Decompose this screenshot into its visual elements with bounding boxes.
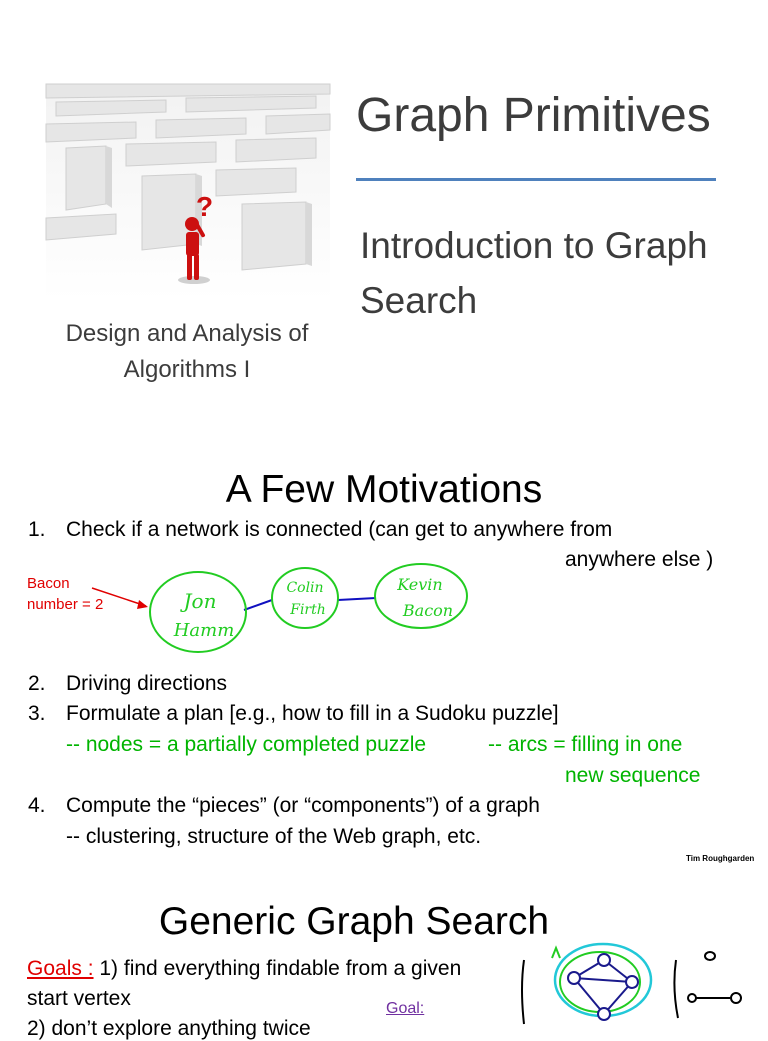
- item-text: Check if a network is connected (can get to anywhere from: [66, 518, 613, 541]
- svg-text:?: ?: [196, 191, 214, 222]
- bracket-stroke: [522, 960, 524, 1024]
- item-number: 4.: [28, 794, 46, 817]
- slide-heading: Generic Graph Search: [158, 900, 550, 943]
- item-text: Formulate a plan [e.g., how to fill in a Sudoku puzzle]: [66, 702, 559, 725]
- graph-edge: [244, 600, 272, 610]
- item-text: Compute the “pieces” (or “components”) of a graph: [66, 794, 540, 817]
- goal-text: 1) find everything findable from a given: [99, 957, 462, 980]
- slide-motivations: [0, 440, 768, 868]
- maze-illustration: [46, 84, 330, 300]
- graph-vertex: [598, 954, 610, 966]
- graph-vertex: [568, 972, 580, 984]
- slide-generic-search: [0, 868, 768, 1040]
- graph-vertex: [626, 976, 638, 988]
- graph-vertex: [688, 994, 696, 1002]
- bacon-graph: [0, 560, 768, 670]
- node-label: Firth: [290, 602, 326, 618]
- node-label: Hamm: [173, 620, 235, 641]
- item-note: new sequence: [565, 764, 701, 787]
- goals-label: Goals :: [27, 957, 94, 980]
- bacon-label-line: Bacon: [27, 575, 70, 592]
- goal-text-continued: start vertex: [27, 987, 131, 1010]
- side-goal-label: Goal:: [386, 1000, 425, 1017]
- item-number: 1.: [28, 518, 46, 541]
- slide-heading: A Few Motivations: [225, 468, 543, 511]
- node-label: Bacon: [402, 601, 454, 620]
- item-number: 2.: [28, 672, 46, 695]
- item-number: 3.: [28, 702, 46, 725]
- item-note: -- arcs = filling in one: [488, 733, 683, 756]
- bacon-label-line: number = 2: [27, 596, 104, 613]
- node-label: Kevin: [397, 575, 443, 594]
- graph-vertex: [598, 1008, 610, 1020]
- node-label: Colin: [286, 580, 324, 596]
- bracket-stroke: [674, 960, 678, 1018]
- item-subtext: -- clustering, structure of the Web graph, etc.: [66, 825, 482, 848]
- presentation-title: Graph Primitives: [356, 89, 711, 142]
- item-text: Driving directions: [66, 672, 228, 695]
- author-signature: Tim Roughgarden: [686, 854, 755, 863]
- sketch-mark: [552, 948, 560, 958]
- graph-node: [272, 568, 338, 628]
- goal-text: 2) don’t explore anything twice: [27, 1017, 311, 1040]
- arrow-head: [137, 600, 148, 609]
- item-text-continued: anywhere else ): [565, 548, 714, 571]
- pointer-arrow: [92, 588, 146, 606]
- presentation-subtitle: Introduction to Graph Search: [360, 225, 708, 321]
- title-divider: [356, 178, 716, 181]
- node-label: Jon: [183, 589, 217, 613]
- slide-title: [0, 0, 768, 440]
- isolated-vertex: [705, 952, 715, 960]
- search-sketch: [0, 868, 768, 1024]
- graph-edge: [338, 598, 376, 600]
- graph-vertex: [731, 993, 741, 1003]
- course-name: Design and Analysis of Algorithms I: [65, 320, 309, 383]
- item-note: -- nodes = a partially completed puzzle: [66, 733, 427, 756]
